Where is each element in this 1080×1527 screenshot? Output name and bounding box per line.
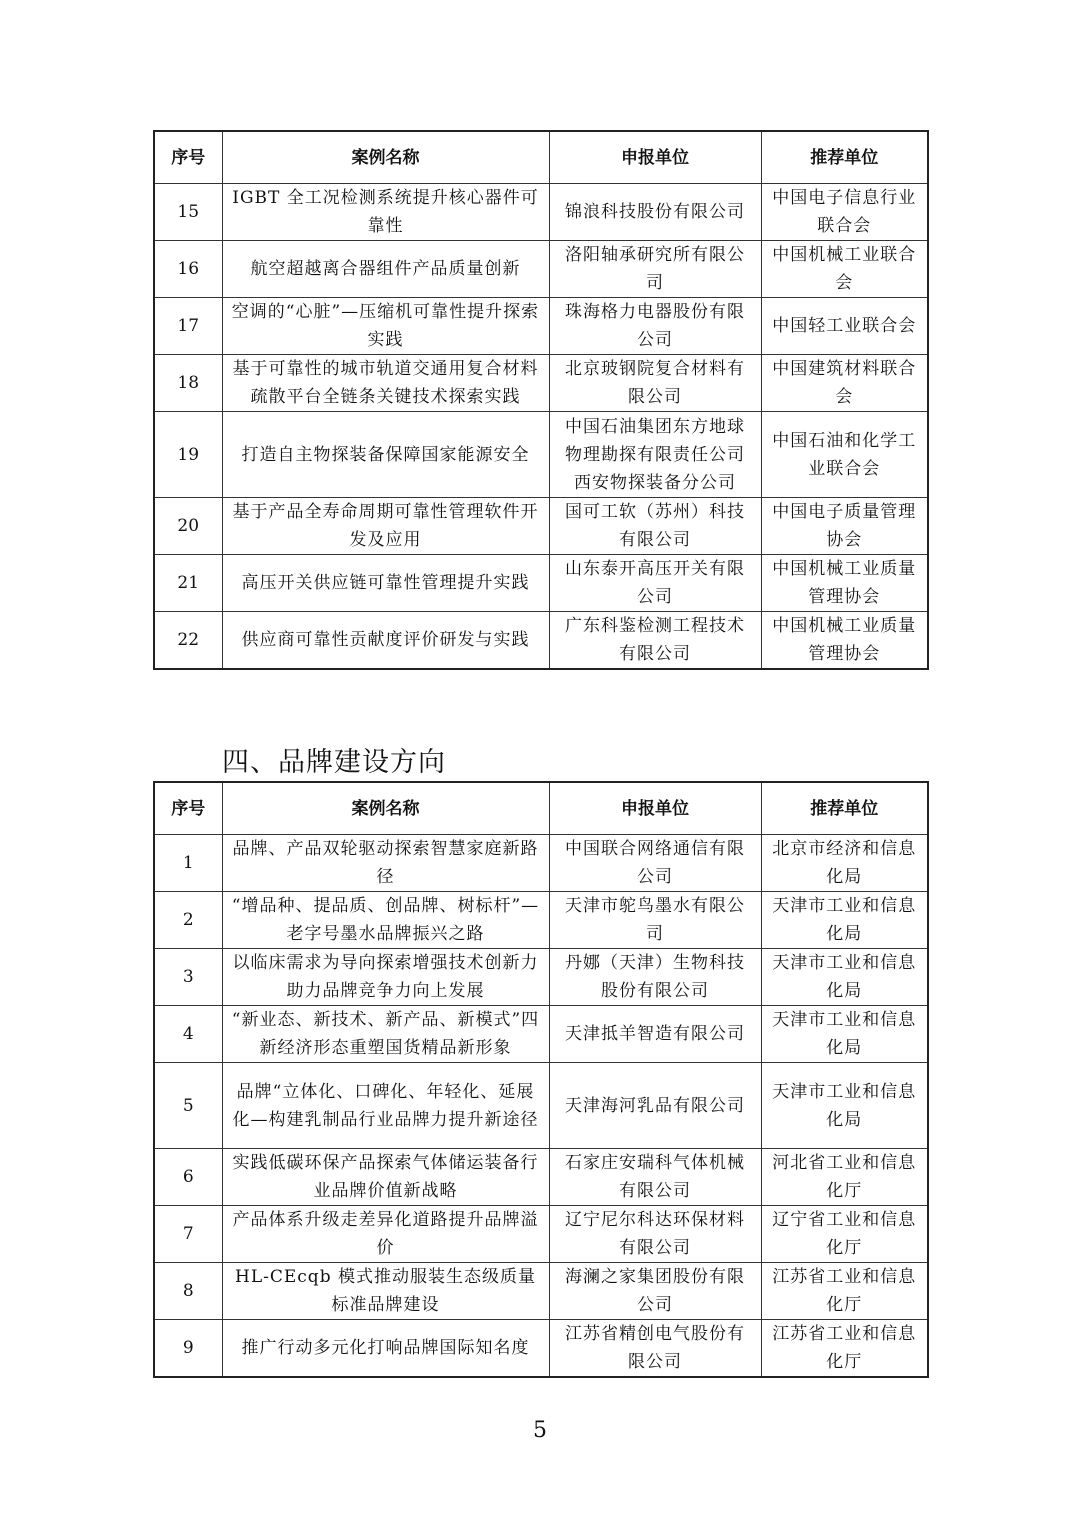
table-row xyxy=(154,1263,928,1320)
table-header-row xyxy=(154,131,928,184)
table-row xyxy=(154,241,928,298)
table-row xyxy=(154,612,928,670)
table-row xyxy=(154,835,928,892)
row-case-name: 品牌、产品双轮驱动探索智慧家庭新路径 xyxy=(222,835,549,892)
row-applicant: 天津市鸵鸟墨水有限公司 xyxy=(549,892,761,949)
row-recommender: 中国建筑材料联合会 xyxy=(761,355,928,412)
row-applicant: 锦浪科技股份有限公司 xyxy=(549,184,761,241)
table-row xyxy=(154,498,928,555)
row-case-name: “增品种、提品质、创品牌、树标杆”—老字号墨水品牌振兴之路 xyxy=(222,892,549,949)
row-applicant: 北京玻钢院复合材料有限公司 xyxy=(549,355,761,412)
table-row xyxy=(154,412,928,498)
row-case-name: 打造自主物探装备保障国家能源安全 xyxy=(222,412,549,498)
table-row xyxy=(154,949,928,1006)
row-case-name: HL-CEcqb 模式推动服装生态级质量标准品牌建设 xyxy=(222,1263,549,1320)
table-row xyxy=(154,892,928,949)
row-recommender: 天津市工业和信息化局 xyxy=(761,892,928,949)
row-case-name: 实践低碳环保产品探索气体储运装备行业品牌价值新战略 xyxy=(222,1149,549,1206)
row-recommender: 中国机械工业质量管理协会 xyxy=(761,612,928,670)
row-index: 19 xyxy=(154,412,222,498)
row-applicant: 中国石油集团东方地球物理勘探有限责任公司西安物探装备分公司 xyxy=(549,412,761,498)
row-case-name: 航空超越离合器组件产品质量创新 xyxy=(222,241,549,298)
row-index: 7 xyxy=(154,1206,222,1263)
row-case-name: 品牌“立体化、口碑化、年轻化、延展化—构建乳制品行业品牌力提升新途径 xyxy=(222,1063,549,1149)
row-case-name: 供应商可靠性贡献度评价研发与实践 xyxy=(222,612,549,670)
row-recommender: 江苏省工业和信息化厅 xyxy=(761,1263,928,1320)
header-applicant: 申报单位 xyxy=(549,131,761,184)
row-applicant: 石家庄安瑞科气体机械有限公司 xyxy=(549,1149,761,1206)
table-row xyxy=(154,1206,928,1263)
row-recommender: 天津市工业和信息化局 xyxy=(761,1006,928,1063)
row-case-name: 基于可靠性的城市轨道交通用复合材料疏散平台全链条关键技术探索实践 xyxy=(222,355,549,412)
header-applicant: 申报单位 xyxy=(549,782,761,835)
row-recommender: 天津市工业和信息化局 xyxy=(761,1063,928,1149)
row-index: 17 xyxy=(154,298,222,355)
row-recommender: 中国机械工业联合会 xyxy=(761,241,928,298)
row-applicant: 中国联合网络通信有限公司 xyxy=(549,835,761,892)
row-index: 4 xyxy=(154,1006,222,1063)
row-index: 20 xyxy=(154,498,222,555)
header-recommender: 推荐单位 xyxy=(761,782,928,835)
row-applicant: 洛阳轴承研究所有限公司 xyxy=(549,241,761,298)
row-index: 22 xyxy=(154,612,222,670)
row-recommender: 中国电子信息行业联合会 xyxy=(761,184,928,241)
row-applicant: 天津海河乳品有限公司 xyxy=(549,1063,761,1149)
row-recommender: 天津市工业和信息化局 xyxy=(761,949,928,1006)
row-index: 9 xyxy=(154,1320,222,1378)
row-index: 1 xyxy=(154,835,222,892)
row-applicant: 辽宁尼尔科达环保材料有限公司 xyxy=(549,1206,761,1263)
row-index: 16 xyxy=(154,241,222,298)
row-applicant: 山东泰开高压开关有限公司 xyxy=(549,555,761,612)
row-applicant: 国可工软（苏州）科技有限公司 xyxy=(549,498,761,555)
header-index: 序号 xyxy=(154,782,222,835)
table-row xyxy=(154,355,928,412)
row-recommender: 中国电子质量管理协会 xyxy=(761,498,928,555)
table-row xyxy=(154,1006,928,1063)
row-applicant: 江苏省精创电气股份有限公司 xyxy=(549,1320,761,1378)
row-index: 18 xyxy=(154,355,222,412)
row-case-name: 高压开关供应链可靠性管理提升实践 xyxy=(222,555,549,612)
table-row xyxy=(154,1320,928,1378)
row-case-name: IGBT 全工况检测系统提升核心器件可靠性 xyxy=(222,184,549,241)
row-recommender: 江苏省工业和信息化厅 xyxy=(761,1320,928,1378)
reliability-case-table xyxy=(153,130,929,670)
header-case-name: 案例名称 xyxy=(222,131,549,184)
row-recommender: 北京市经济和信息化局 xyxy=(761,835,928,892)
table-row xyxy=(154,1063,928,1149)
row-case-name: 推广行动多元化打响品牌国际知名度 xyxy=(222,1320,549,1378)
table-row xyxy=(154,1149,928,1206)
row-applicant: 丹娜（天津）生物科技股份有限公司 xyxy=(549,949,761,1006)
row-recommender: 中国石油和化学工业联合会 xyxy=(761,412,928,498)
row-case-name: 基于产品全寿命周期可靠性管理软件开发及应用 xyxy=(222,498,549,555)
brand-case-table xyxy=(153,781,929,1378)
header-recommender: 推荐单位 xyxy=(761,131,928,184)
row-recommender: 中国机械工业质量管理协会 xyxy=(761,555,928,612)
header-index: 序号 xyxy=(154,131,222,184)
table-row xyxy=(154,184,928,241)
section-heading: 四、品牌建设方向 xyxy=(222,747,446,778)
header-case-name: 案例名称 xyxy=(222,782,549,835)
row-applicant: 珠海格力电器股份有限公司 xyxy=(549,298,761,355)
row-applicant: 海澜之家集团股份有限公司 xyxy=(549,1263,761,1320)
row-applicant: 天津抵羊智造有限公司 xyxy=(549,1006,761,1063)
row-recommender: 中国轻工业联合会 xyxy=(761,298,928,355)
row-recommender: 河北省工业和信息化厅 xyxy=(761,1149,928,1206)
row-index: 3 xyxy=(154,949,222,1006)
table-row xyxy=(154,298,928,355)
row-index: 6 xyxy=(154,1149,222,1206)
row-case-name: 产品体系升级走差异化道路提升品牌溢价 xyxy=(222,1206,549,1263)
row-index: 2 xyxy=(154,892,222,949)
table-header-row xyxy=(154,782,928,835)
row-case-name: 以临床需求为导向探索增强技术创新力助力品牌竞争力向上发展 xyxy=(222,949,549,1006)
row-case-name: “新业态、新技术、新产品、新模式”四新经济形态重塑国货精品新形象 xyxy=(222,1006,549,1063)
row-index: 21 xyxy=(154,555,222,612)
row-recommender: 辽宁省工业和信息化厅 xyxy=(761,1206,928,1263)
page-number: 5 xyxy=(533,1418,547,1443)
row-applicant: 广东科鉴检测工程技术有限公司 xyxy=(549,612,761,670)
row-case-name: 空调的“心脏”—压缩机可靠性提升探索实践 xyxy=(222,298,549,355)
row-index: 15 xyxy=(154,184,222,241)
row-index: 8 xyxy=(154,1263,222,1320)
table-row xyxy=(154,555,928,612)
row-index: 5 xyxy=(154,1063,222,1149)
